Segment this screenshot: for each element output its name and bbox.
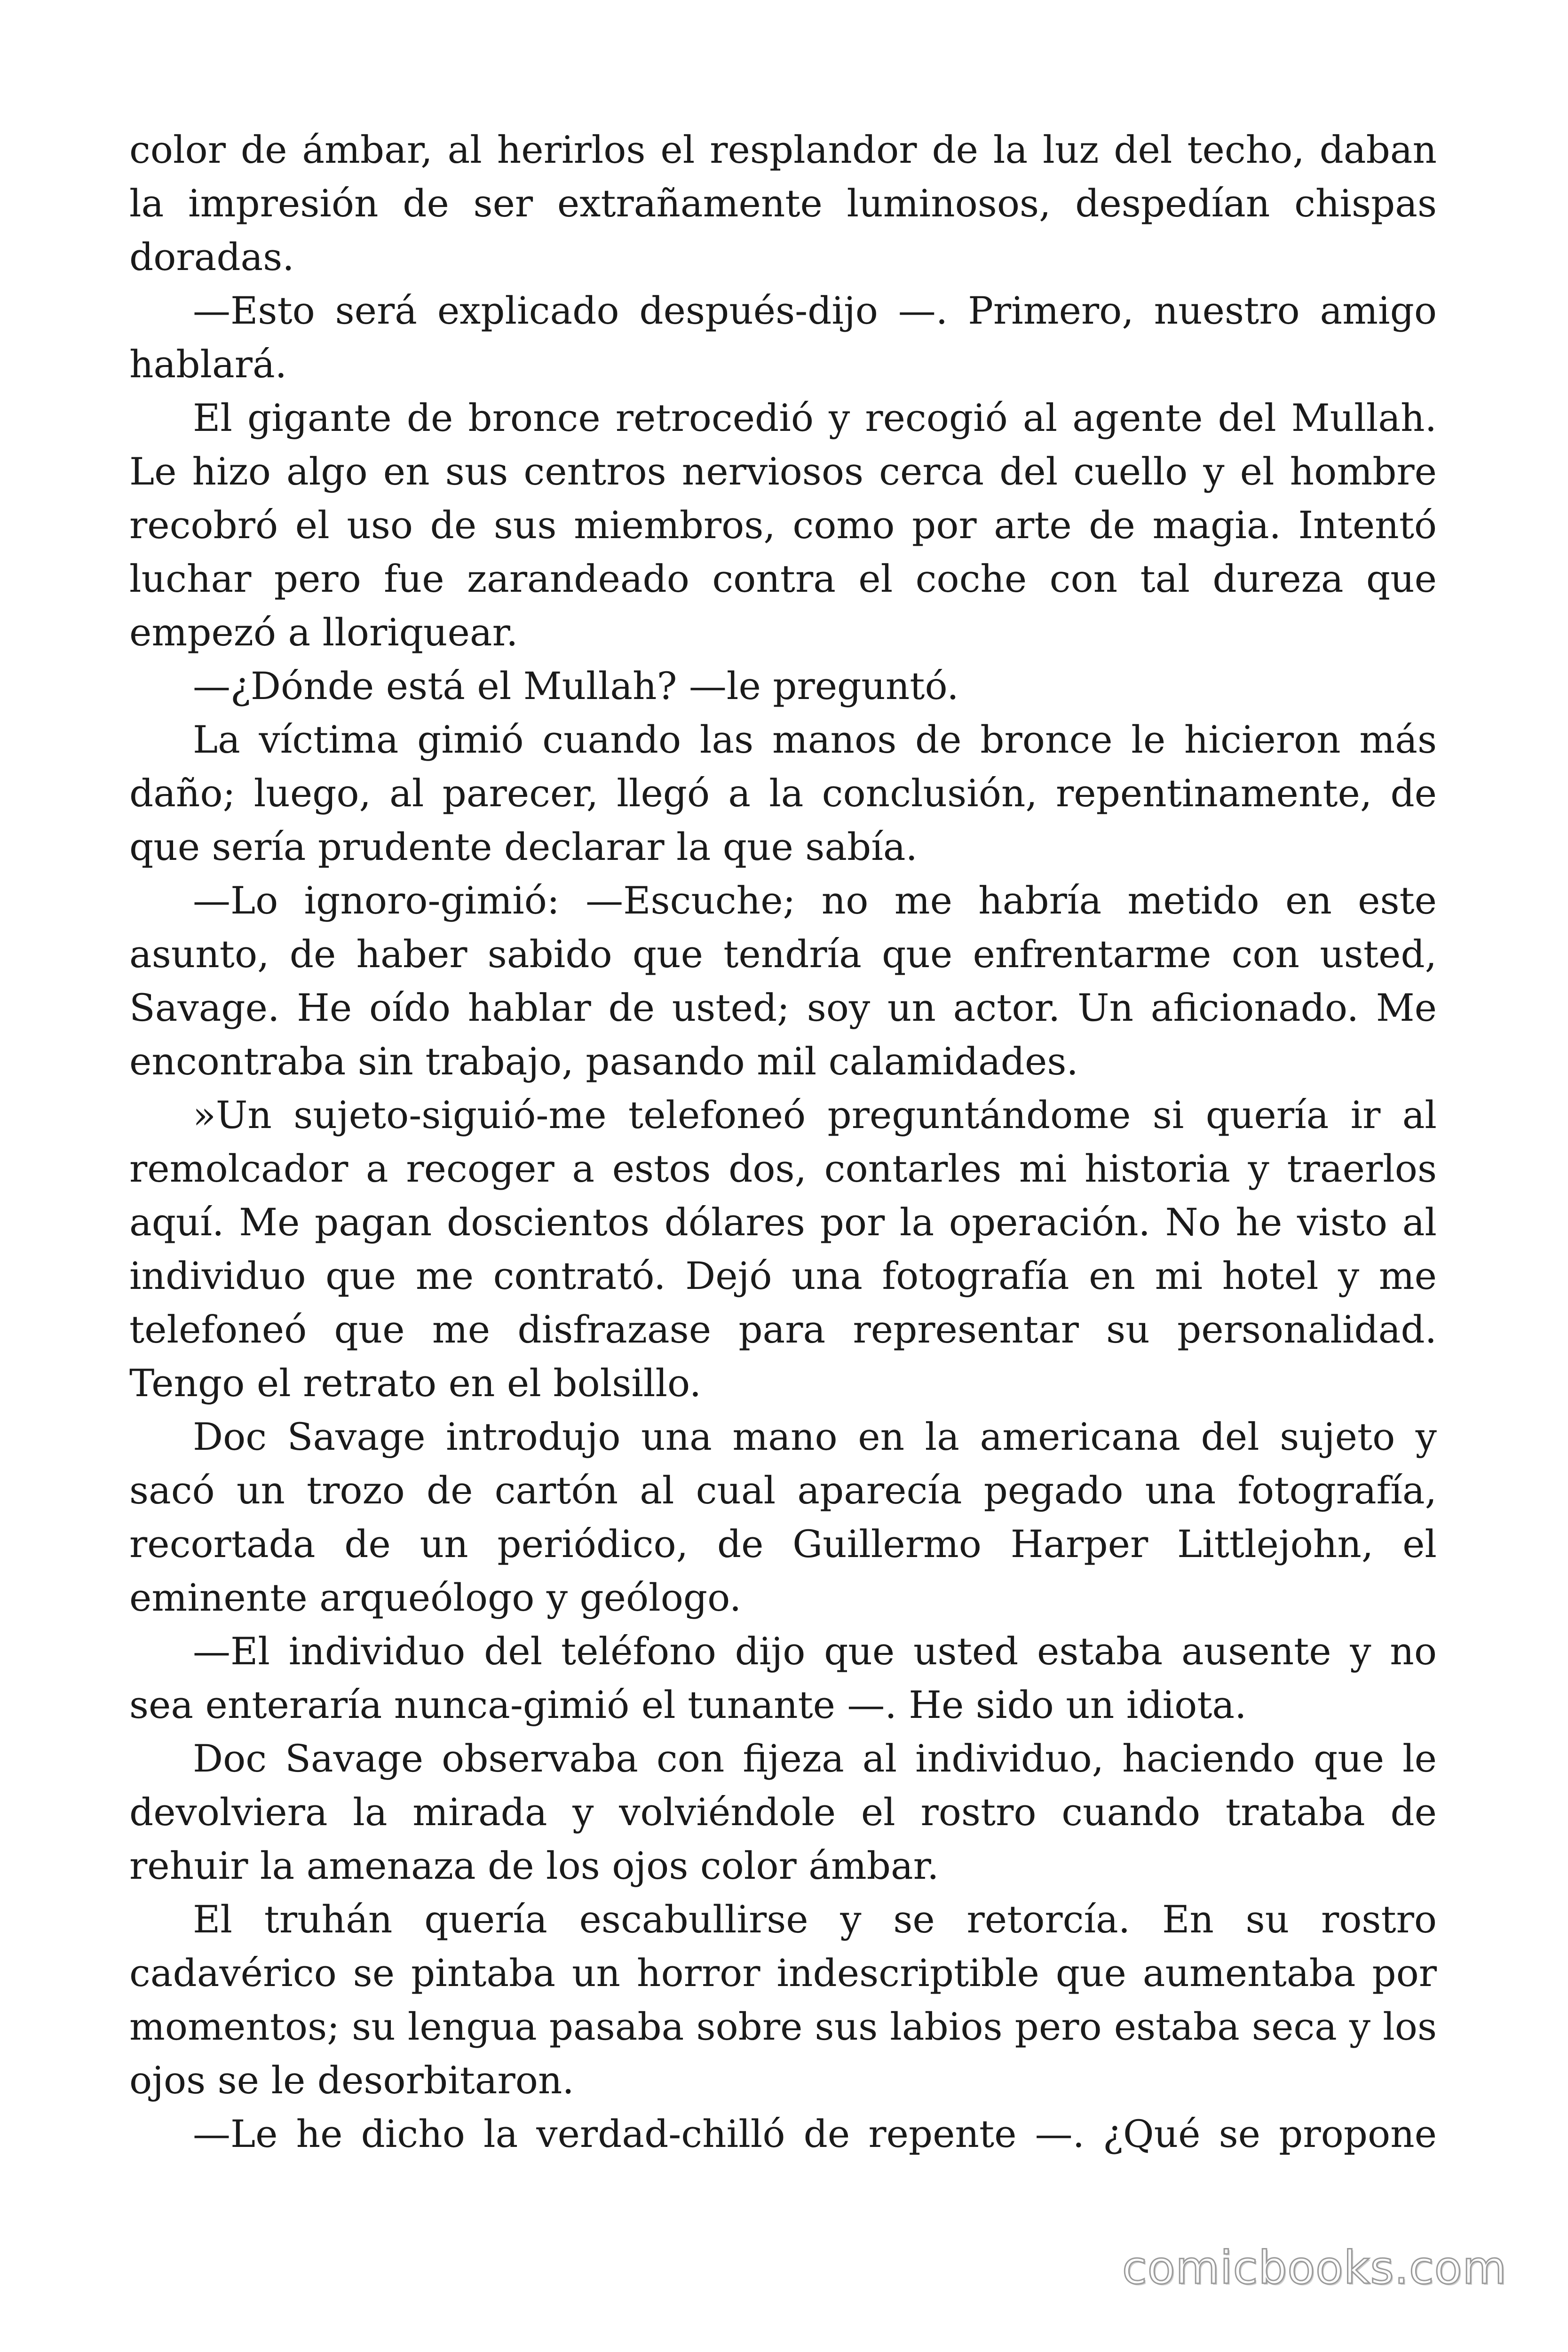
paragraph-9: —El individuo del teléfono dijo que usted estaba ausente y no sea enteraría nunca-gimió el tunante —. He sido un idiota. — [129, 1629, 1437, 1727]
paragraph-5: La víctima gimió cuando las manos de bronce le hicieron más daño; luego, al parecer, llegó a la conclusión, repentinamente, de que sería prudente declarar la que sabía. — [129, 718, 1437, 869]
paragraph-12: —Le he dicho la verdad-chilló de repente —. ¿Qué se propone — [193, 2112, 1437, 2156]
book-page-text — [129, 123, 1437, 2161]
paragraph-2: —Esto será explicado después-dijo —. Primero, nuestro amigo hablará. — [129, 289, 1437, 386]
paragraph-6: —Lo ignoro-gimió: —Escuche; no me habría metido en este asunto, de haber sabido que tendría que enfrentarme con usted, Savage. He oído hablar de usted; soy un actor. Un aficionado. Me encontraba sin trabajo, pasando mil calamidades. — [129, 879, 1437, 1083]
paragraph-7: »Un sujeto-siguió-me telefoneó preguntándome si quería ir al remolcador a recoger a estos dos, contarles mi historia y traerlos aquí. Me pagan doscientos dólares por la operación. No he visto al individuo que me contrató. Dejó una fotografía en mi hotel y me telefoneó que me disfrazase para representar su personalidad. Tengo el retrato en el bolsillo. — [129, 1093, 1437, 1405]
paragraph-3: El gigante de bronce retrocedió y recogió al agente del Mullah. Le hizo algo en sus centros nerviosos cerca del cuello y el hombre recobró el uso de sus miembros, como por arte de magia. Intentó luchar pero fue zarandeado contra el coche con tal dureza que empezó a lloriquear. — [129, 396, 1437, 654]
paragraph-10: Doc Savage observaba con fijeza al individuo, haciendo que le devolviera la mirada y volviéndole el rostro cuando trataba de rehuir la amenaza de los ojos color ámbar. — [129, 1737, 1437, 1888]
paragraph-11: El truhán quería escabullirse y se retorcía. En su rostro cadavérico se pintaba un horror indescriptible que aumentaba por momentos; su lengua pasaba sobre sus labios pero estaba seca y los ojos se le desorbitaron. — [129, 1898, 1437, 2102]
paragraph-4: —¿Dónde está el Mullah? —le preguntó. — [193, 664, 959, 708]
paragraph-1: color de ámbar, al herirlos el resplandor de la luz del techo, daban la impresión de ser extrañamente luminosos, despedían chispas doradas. — [129, 128, 1437, 279]
paragraph-8: Doc Savage introdujo una mano en la americana del sujeto y sacó un trozo de cartón al cual aparecía pegado una fotografía, recortada de un periódico, de Guillermo Harper Littlejohn, el eminente arqueólogo y geólogo. — [129, 1415, 1437, 1620]
watermark-logo: comicbooks.com — [1122, 2241, 1507, 2294]
